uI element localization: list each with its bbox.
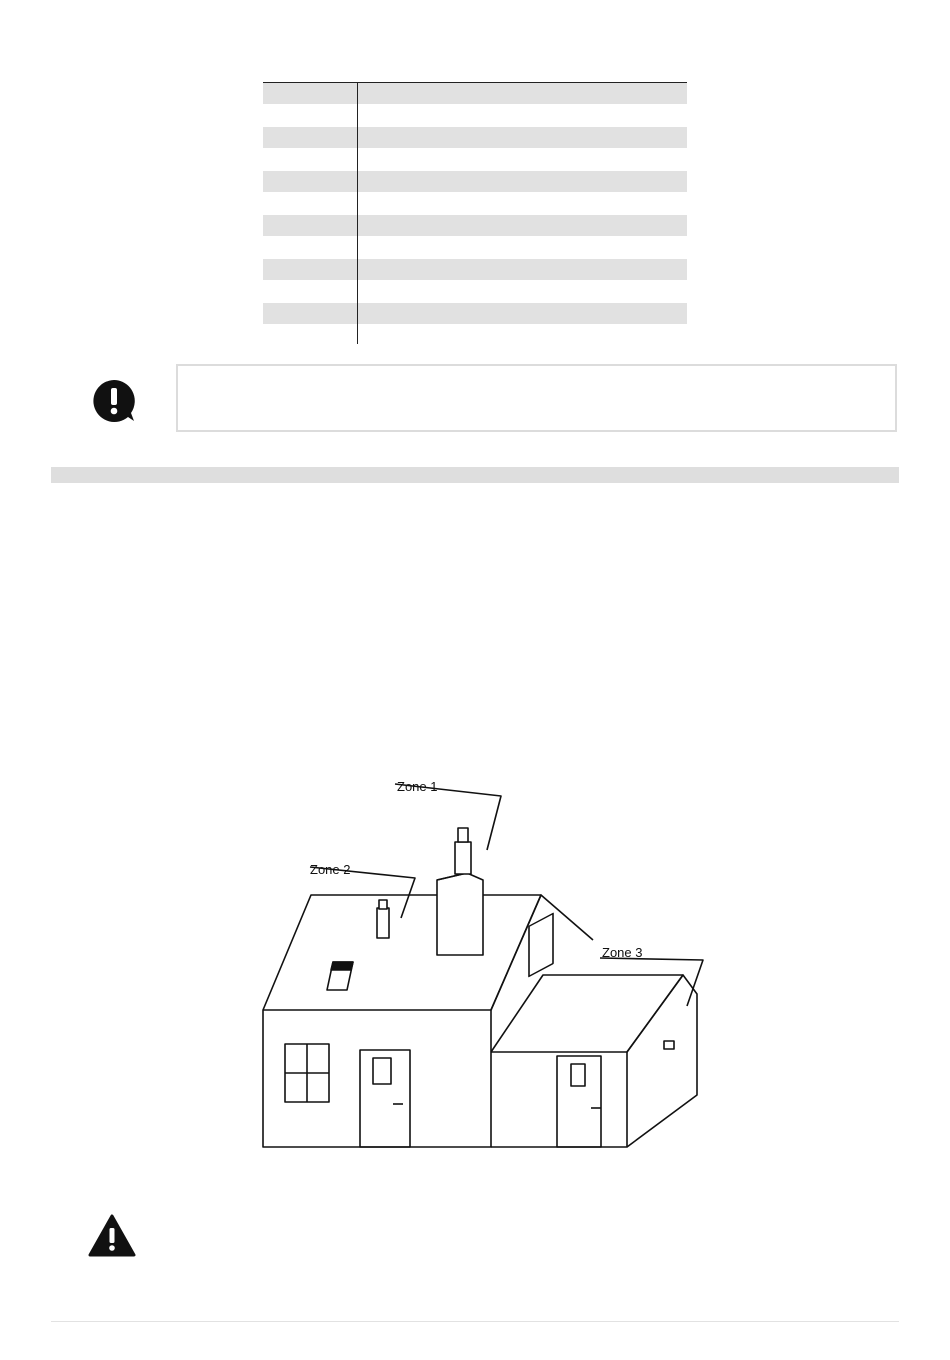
extension-side-wall: [627, 975, 697, 1147]
info-exclamation-icon: [90, 378, 138, 424]
footer-rule: [51, 1321, 899, 1322]
wall-vent: [664, 1041, 674, 1049]
chimney-flue: [455, 842, 471, 874]
spec-table: [263, 82, 687, 344]
roof-flue: [377, 908, 389, 938]
table-row: [263, 237, 687, 258]
table-row: [263, 83, 687, 104]
table-row: [263, 281, 687, 302]
table-row: [263, 303, 687, 324]
table-top-rule: [263, 82, 687, 83]
table-row: [263, 215, 687, 236]
gable-window: [529, 914, 553, 977]
table-row: [263, 325, 687, 346]
zone3-label: Zone 3: [602, 945, 643, 960]
extension-front-wall: [491, 1052, 627, 1147]
table-row: [263, 193, 687, 214]
extension-door: [557, 1056, 601, 1147]
main-house-front-wall: [263, 1010, 491, 1147]
chimney: [437, 873, 483, 955]
gable-edge: [491, 895, 593, 1010]
table-row: [263, 105, 687, 126]
table-row: [263, 149, 687, 170]
notice-box: [176, 364, 897, 432]
section-header-bar: [51, 467, 899, 483]
warning-triangle-icon: [88, 1214, 136, 1258]
main-door: [360, 1050, 410, 1147]
zone-diagram: [255, 770, 715, 1160]
zone2-label: Zone 2: [310, 862, 351, 877]
table-row: [263, 259, 687, 280]
table-row: [263, 171, 687, 192]
table-row: [263, 127, 687, 148]
table-column-divider: [357, 82, 358, 344]
zone1-label: Zone 1: [397, 779, 438, 794]
